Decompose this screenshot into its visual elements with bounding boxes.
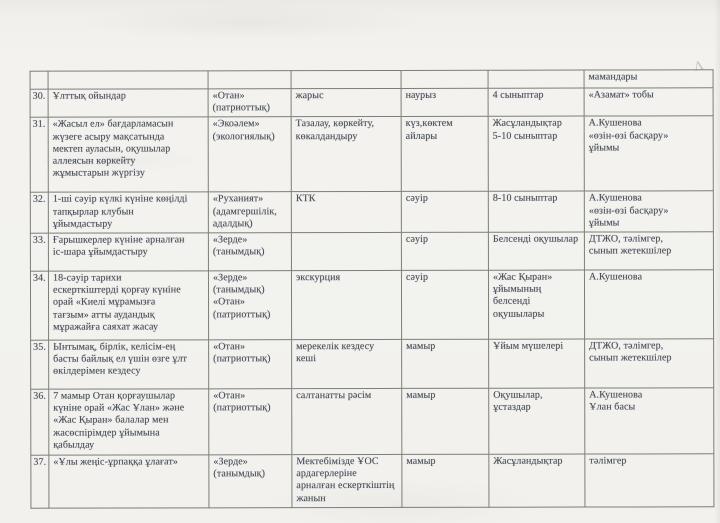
table-row — [30, 116, 713, 192]
pen-mark-artifact: Λ — [692, 57, 705, 74]
cell-responsible: А.Кушенова «өзін-өзі басқару» ұйымы — [584, 191, 713, 232]
cell-participants: Жасұландықтар — [489, 454, 585, 507]
cell-form: мерекелік кездесу кеші — [292, 339, 402, 388]
table-row — [30, 88, 713, 118]
cell-event-name: Ғарышкерлер күніне арналған іс-шара ұйымдастыру — [48, 233, 208, 271]
cell-event-name: Ұлттық ойындар — [48, 89, 208, 118]
cell-event-name: 7 мамыр Отан қорғаушылар күніне орай «Жас Ұлан» және «Жас Қыран» балалар мен жасөспірімдер ұйымына қабылдау — [49, 389, 209, 455]
cell-direction: «Руханият» (адамгершілік, адалдық) — [208, 192, 291, 233]
cell-form: Тазалау, көркейту, көкалдандыру — [291, 117, 401, 192]
cell-responsible: ДТЖО, тәлімгер, сынып жетекшілер — [585, 339, 714, 388]
cell-direction: «Зерде» (танымдық) — [208, 233, 291, 271]
cell-month: сәуір — [401, 192, 488, 233]
cell-month: күз,көктем айлары — [401, 117, 488, 192]
cell-month — [401, 70, 488, 88]
cell-responsible: «Азамат» тобы — [584, 88, 713, 117]
table-row — [30, 191, 713, 233]
cell-no: 31. — [30, 118, 48, 193]
cell-month: мамыр — [402, 454, 489, 507]
cell-month: сәуір — [401, 270, 488, 339]
cell-participants: Белсенді оқушылар — [488, 232, 584, 270]
table-row — [30, 232, 713, 271]
table-row — [31, 388, 714, 455]
cell-direction: «Зерде» (танымдық) «Отан» (патриоттық) — [208, 271, 291, 340]
cell-month: сәуір — [401, 232, 488, 270]
cell-event-name: 18-сәуір тарихи ескерткіштерді қорғау күніне орай «Киелі мұрамызға тағзым» атты аудандық мұражайға саяхат жасау — [48, 271, 208, 340]
table-row — [31, 454, 714, 508]
cell-month: мамыр — [402, 339, 489, 388]
cell-participants: 8-10 сыныптар — [488, 191, 584, 232]
cell-form: жарыс — [291, 88, 401, 117]
cell-direction: «Отан» (патриоттық) — [208, 89, 291, 118]
cell-no: 33. — [30, 233, 48, 271]
cell-event-name: «Ұлы жеңіс-ұрпаққа ұлағат» — [49, 455, 209, 508]
cell-direction: «Отан» (патриоттық) — [209, 389, 292, 455]
cell-participants: Оқушылар, ұстаздар — [489, 388, 585, 454]
cell-no: 37. — [31, 455, 49, 508]
cell-event-name: Ынтымақ, бірлік, келісім-ең басты байлық ел үшін өзге ұлт өкілдерімен кездесу — [49, 340, 209, 389]
cell-participants: Ұйым мүшелері — [489, 339, 585, 388]
table-row-carryover — [30, 70, 713, 89]
cell-form: салтанатты рәсім — [292, 388, 402, 454]
cell-no: 32. — [30, 193, 48, 234]
table-row — [30, 270, 713, 340]
cell-no: 36. — [31, 389, 49, 455]
cell-month: мамыр — [402, 388, 489, 454]
cell-responsible: ДТЖО, тәлімгер, сынып жетекшілер — [584, 232, 713, 270]
cell-responsible: А.Кушенова «өзін-өзі басқару» ұйымы — [584, 116, 713, 191]
cell-event-name: «Жасыл ел» бағдарламасын жүзеге асыру мақсатында мектеп ауласын, оқушылар аллеясын көркейту жұмыстарын жүргізу — [48, 117, 208, 192]
cell-participants — [488, 70, 584, 88]
cell-no: 34. — [30, 271, 48, 340]
cell-no: 35. — [31, 340, 49, 389]
cell-no: 30. — [30, 89, 48, 117]
cell-form: экскурция — [291, 270, 401, 339]
cell-participants: «Жас Қыран» ұйымының белсенді оқушылары — [488, 270, 584, 339]
activity-plan-table — [30, 69, 715, 508]
cell-direction — [208, 71, 291, 89]
cell-responsible: тәлімгер — [585, 454, 714, 507]
cell-responsible: А.Кушенова — [584, 270, 713, 339]
cell-event-name — [48, 71, 208, 89]
scan-edge-shadow — [714, 0, 720, 523]
cell-direction: «Зерде» (танымдық) — [209, 455, 292, 508]
cell-form — [291, 232, 401, 270]
table-row — [31, 339, 714, 389]
cell-participants: Жасұландықтар 5-10 сыныптар — [488, 116, 584, 191]
cell-form: КТК — [291, 192, 401, 233]
cell-event-name: 1-ші сәуір күлкі күніне көңілді тапқырлар клубын ұйымдастыру — [48, 192, 208, 233]
cell-direction: «Экоәлем» (экологиялық) — [208, 117, 291, 192]
cell-responsible: А.Кушенова Ұлан басы — [585, 388, 714, 454]
cell-month: наурыз — [401, 88, 488, 117]
cell-participants: 4 сыныптар — [488, 88, 584, 117]
cell-responsible: мамандары — [584, 70, 713, 88]
cell-form — [291, 70, 401, 88]
cell-form: Мектебімізде ҰОС ардагерлеріне арналған ескерткіштің жанын — [292, 454, 402, 507]
cell-direction: «Отан» (патриоттық) — [209, 340, 292, 389]
cell-no — [30, 71, 48, 89]
